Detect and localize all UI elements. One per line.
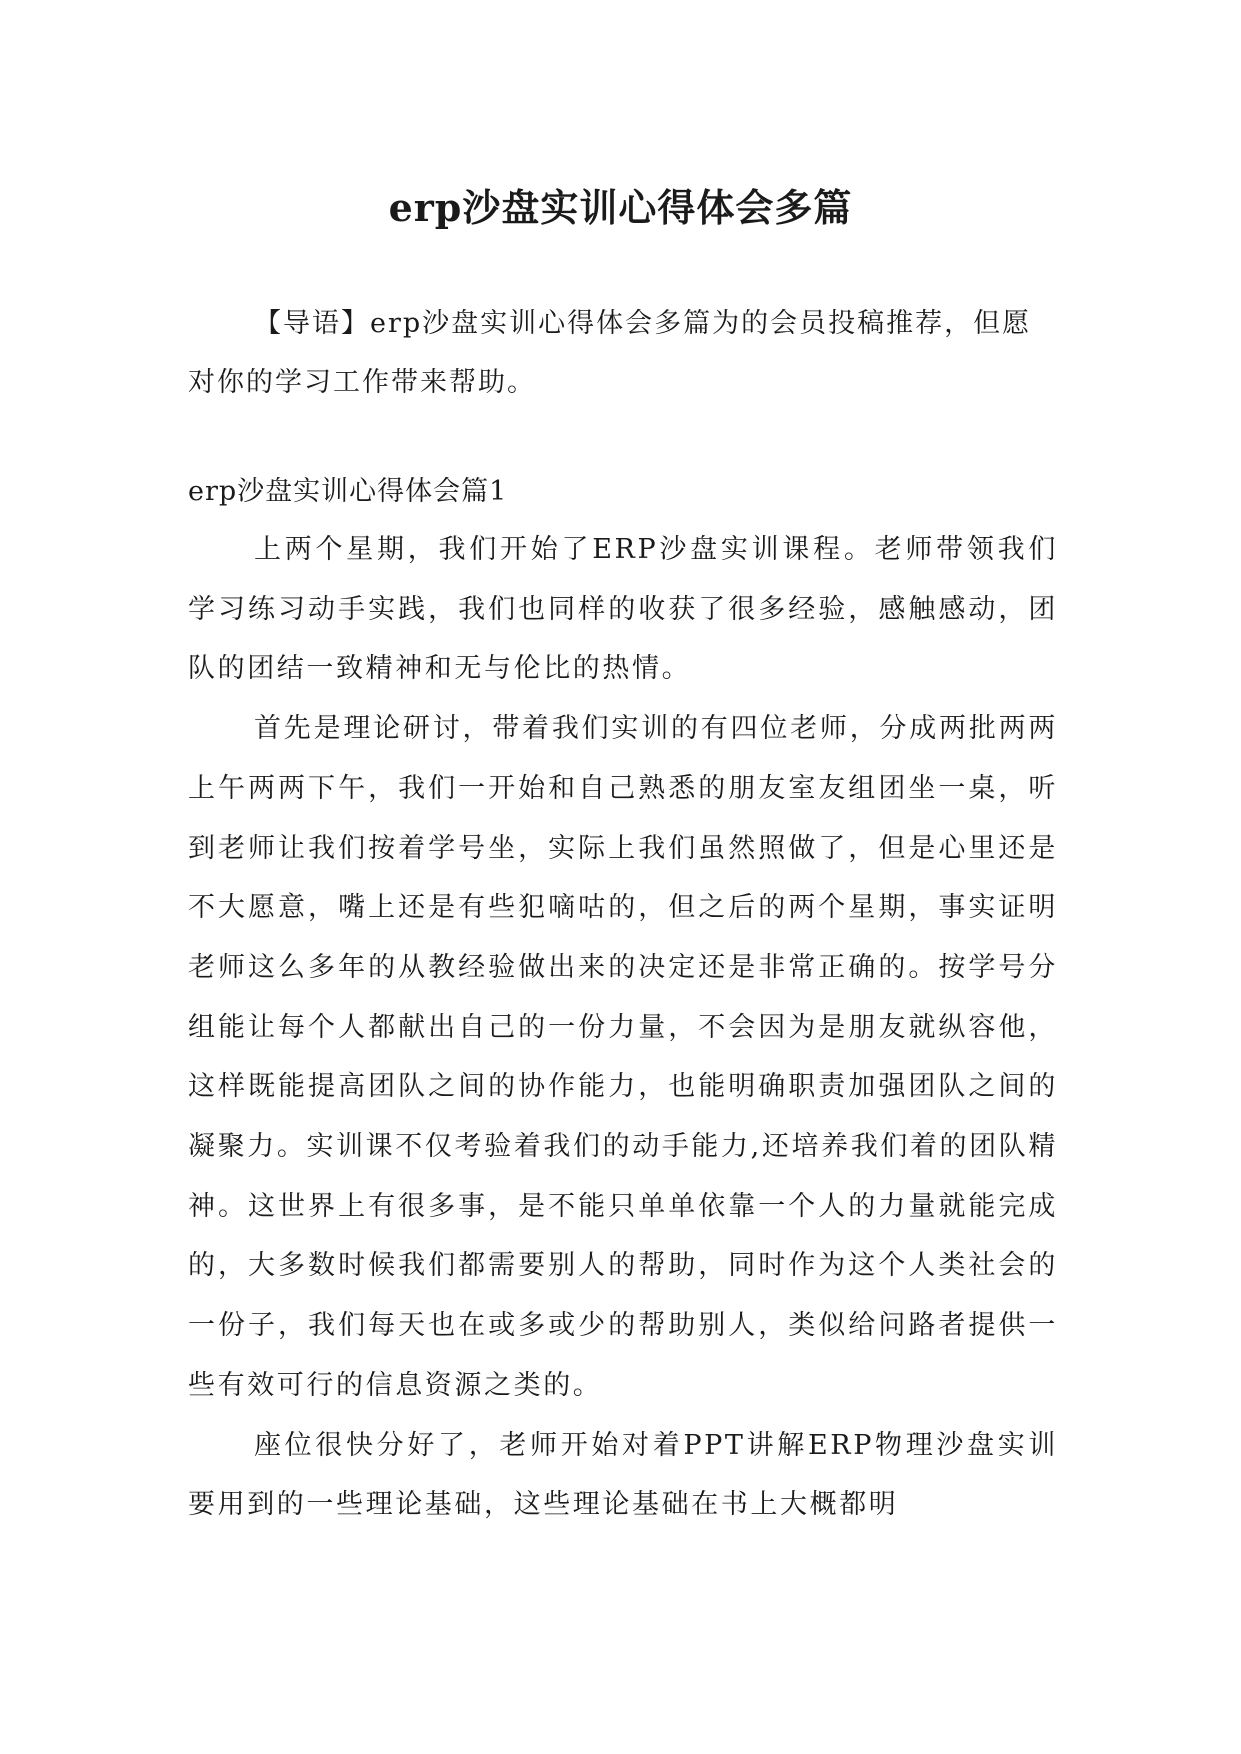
body-paragraph: 首先是理论研讨，带着我们实训的有四位老师，分成两批两两上午两两下午，我们一开始和自己熟悉的朋友室友组团坐一桌，听到老师让我们按着学号坐，实际上我们虽然照做了，但是心里还是不大愿意，嘴上还是有些犯嘀咕的，但之后的两个星期，事实证明老师这么多年的从教经验做出来的决定还是非常正确的。按学号分组能让每个人都献出自己的一份力量，不会因为是朋友就纵容他，这样既能提高团队之间的协作能力，也能明确职责加强团队之间的凝聚力。实训课不仅考验着我们的动手能力,还培养我们着的团队精神。这世界上有很多事，是不能只单单依靠一个人的力量就能完成的，大多数时候我们都需要别人的帮助，同时作为这个人类社会的一份子，我们每天也在或多或少的帮助别人，类似给问路者提供一些有效可行的信息资源之类的。 — [188, 713, 1058, 1401]
body-text — [188, 520, 1058, 1535]
body-paragraph: 座位很快分好了，老师开始对着PPT讲解ERP物理沙盘实训要用到的一些理论基础，这些理论基础在书上大概都明 — [188, 1429, 1058, 1521]
section-heading: erp沙盘实训心得体会篇1 — [188, 476, 508, 507]
document-title: erp沙盘实训心得体会多篇 — [388, 185, 853, 231]
intro-paragraph: 【导语】erp沙盘实训心得体会多篇为的会员投稿推荐，但愿对你的学习工作带来帮助。 — [188, 308, 1032, 398]
body-paragraph: 上两个星期，我们开始了ERP沙盘实训课程。老师带领我们学习练习动手实践，我们也同样的收获了很多经验，感触感动，团队的团结一致精神和无与伦比的热情。 — [188, 534, 1058, 685]
